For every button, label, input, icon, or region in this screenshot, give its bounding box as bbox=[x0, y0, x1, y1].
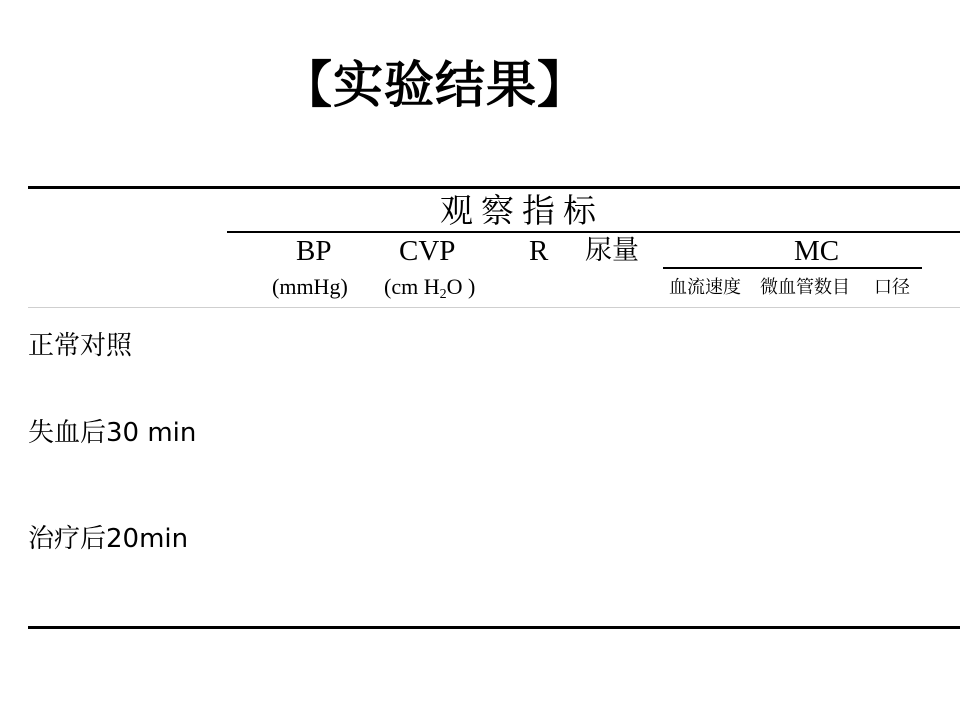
column-unit-bp: (mmHg) bbox=[272, 274, 348, 299]
mc-subcolumn-caliber: 口径 bbox=[874, 277, 910, 298]
row-label-after-treatment: 治疗后20min bbox=[28, 524, 189, 554]
column-header-mc: MC bbox=[794, 235, 840, 267]
cvp-unit-prefix: (cm H bbox=[384, 274, 440, 299]
column-header-urine: 尿量 bbox=[585, 235, 639, 266]
column-unit-cvp bbox=[384, 276, 475, 302]
table-top-rule bbox=[28, 186, 960, 189]
row-label-after-bleeding: 失血后30 min bbox=[28, 418, 197, 448]
group-header: 观察指标 bbox=[440, 191, 604, 230]
header-bottom-rule bbox=[28, 307, 960, 308]
table-bottom-rule bbox=[28, 626, 960, 629]
column-header-r: R bbox=[529, 235, 549, 267]
row-label-normal: 正常对照 bbox=[28, 331, 133, 361]
column-header-cvp: CVP bbox=[399, 235, 456, 267]
mc-subcolumn-flow: 血流速度 bbox=[669, 277, 741, 298]
cvp-unit-suffix: O ) bbox=[446, 274, 476, 299]
mc-subcolumn-count: 微血管数目 bbox=[760, 277, 850, 298]
group-rule bbox=[227, 231, 960, 233]
cvp-unit-subscript: 2 bbox=[439, 287, 447, 302]
mc-rule bbox=[663, 267, 922, 269]
page-title: 【实验结果】 bbox=[282, 57, 588, 113]
column-header-bp: BP bbox=[296, 235, 332, 267]
